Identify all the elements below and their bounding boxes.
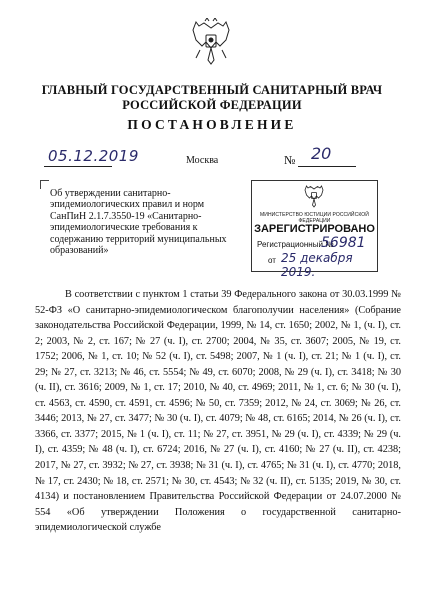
document-number-label: № <box>284 153 296 167</box>
stamp-coat-of-arms-icon <box>303 184 325 208</box>
authority-name-line2: РОССИЙСКОЙ ФЕДЕРАЦИИ <box>122 98 302 112</box>
authority-name-line1: ГЛАВНЫЙ ГОСУДАРСТВЕННЫЙ САНИТАРНЫЙ ВРАЧ <box>41 83 383 97</box>
stamp-date-label: от <box>268 256 276 265</box>
number-underline <box>298 166 356 167</box>
registration-stamp <box>251 180 378 279</box>
date-underline <box>44 166 112 167</box>
document-subject: Об утверждении санитарно-эпидемиологических правил и норм СанПиН 2.1.7.3550-19 «Санитарно-эпидемиологические требования к содержанию территорий муниципальных образований» <box>50 188 227 257</box>
coat-of-arms-icon <box>190 18 232 66</box>
stamp-ministry-name: МИНИСТЕРСТВО ЮСТИЦИИ РОССИЙСКОЙ ФЕДЕРАЦИИ <box>260 212 369 224</box>
stamp-registration-date: 25 декабря 2019. <box>281 251 353 279</box>
document-date: 05.12.2019 <box>48 147 139 165</box>
document-city: Москва <box>186 155 219 166</box>
document-type-title: ПОСТАНОВЛЕНИЕ <box>127 117 297 132</box>
document-number: 20 <box>311 144 332 163</box>
body-paragraph: В соответствии с пунктом 1 статьи 39 Федерального закона от 30.03.1999 № 52-ФЗ «О санитарно-эпидемиологическом благополучии населения» (Собрание законодательства Российской Федерации, 1999, № 14, ст. 1650; 2002, № 1, (ч. I), ст. 2; 2003, № 2, ст. 167; № 27 (ч. I), ст. 2700; 2004, № 35, ст. 3607; 2005, № 19, ст. 1752; 2006, № 1, ст. 10; № 52 (ч. I), ст. 5498; 2007, № 1 (ч. I), ст. 21; № 1 (ч. I), ст. 29; № 27, ст. 3213; № 46, ст. 5554; № 49, ст. 6070; 2008, № 29 (ч. I), ст. 3418; № 30 (ч. II), ст. 3616; 2009, № 1, ст. 17; 2010, № 40, ст. 4969; 2011, № 1, ст. 6; № 30 (ч. I), ст. 4563, ст. 4590, ст. 4591, ст. 4596; № 50, ст. 7359; 2012, № 24, ст. 3069; № 26, ст. 3446; 2013, № 27, ст. 3477; № 30 (ч. I), ст. 4079; № 48, ст. 6165; 2014, № 26 (ч. I), ст. 3366, ст. 3377; 2015, № 1 (ч. I), ст. 11; № 27, ст. 3951, № 29 (ч. I), ст. 4339; № 29 (ч. I), ст. 4359; № 48 (ч. I), ст. 6724; 2016, № 27 (ч. I), ст. 4160; № 27 (ч. II), ст. 4238; 2017, № 27, ст. 3932; № 27, ст. 3938; № 31 (ч. I), ст. 4765; № 31 (ч. I), ст. 4770; 2018, № 17, ст. 2430; № 18, ст. 2571; № 30, ст. 4543; № 32 (ч. II), ст. 5135; 2019, № 30, ст. 4134) и постановлением Правительства Российской Федерации от 24.07.2000 № 554 «Об утверждении Положения о государственной санитарно-эпидемиологической службе <box>35 289 401 534</box>
subject-bracket <box>40 180 49 189</box>
stamp-registration-number: 56981 <box>321 235 366 251</box>
stamp-registration-label: Регистрационный № <box>257 240 334 249</box>
stamp-title: ЗАРЕГИСТРИРОВАНО <box>254 223 375 235</box>
